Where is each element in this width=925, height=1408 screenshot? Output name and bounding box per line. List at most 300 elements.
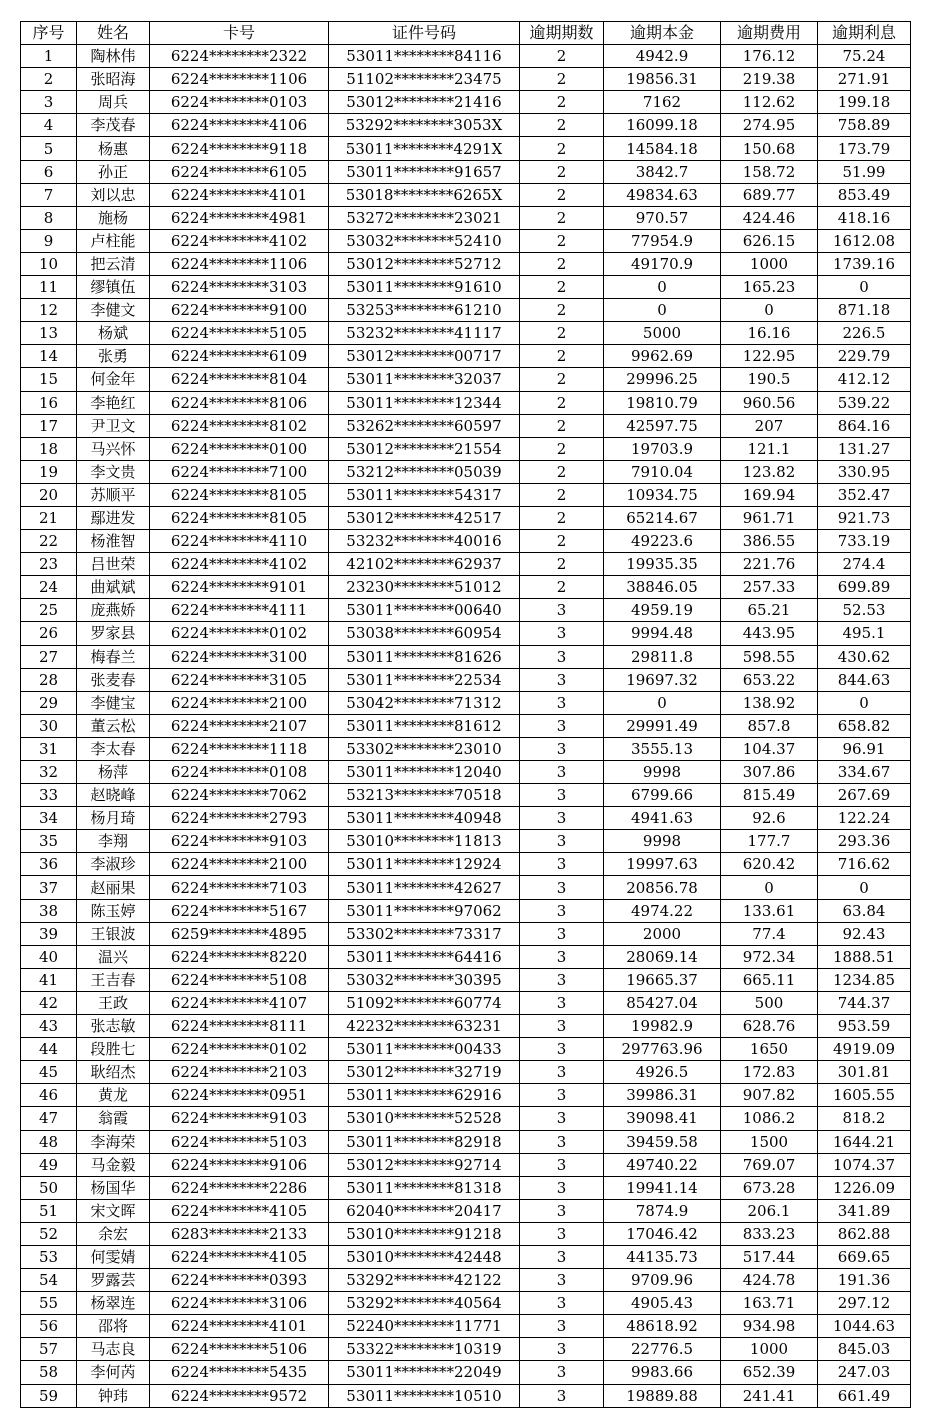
cell-id-number: 53262********60597 (329, 414, 520, 437)
cell-overdue-principal: 19941.14 (604, 1176, 721, 1199)
cell-card-number: 6224********4111 (150, 599, 329, 622)
cell-overdue-interest: 63.84 (818, 899, 911, 922)
cell-id-number: 53011********82918 (329, 1130, 520, 1153)
table-row (21, 691, 911, 714)
cell-index: 48 (21, 1130, 77, 1153)
cell-overdue-periods: 3 (520, 1361, 604, 1384)
table-row (21, 1338, 911, 1361)
cell-overdue-periods: 2 (520, 322, 604, 345)
cell-card-number: 6224********2286 (150, 1176, 329, 1199)
table-row (21, 68, 911, 91)
cell-card-number: 6224********0108 (150, 761, 329, 784)
cell-card-number: 6224********0102 (150, 622, 329, 645)
cell-index: 8 (21, 206, 77, 229)
cell-card-number: 6283********2133 (150, 1222, 329, 1245)
cell-overdue-interest: 539.22 (818, 391, 911, 414)
cell-overdue-fees: 689.77 (721, 183, 818, 206)
header-overdue-principal: 逾期本金 (604, 22, 721, 45)
table-row (21, 1015, 911, 1038)
cell-index: 28 (21, 668, 77, 691)
cell-name: 余宏 (77, 1222, 150, 1245)
cell-name: 王银波 (77, 922, 150, 945)
cell-overdue-principal: 4926.5 (604, 1061, 721, 1084)
header-name: 姓名 (77, 22, 150, 45)
header-index: 序号 (21, 22, 77, 45)
table-row (21, 322, 911, 345)
table-row (21, 737, 911, 760)
cell-card-number: 6224********9572 (150, 1384, 329, 1407)
cell-card-number: 6224********8106 (150, 391, 329, 414)
cell-overdue-interest: 818.2 (818, 1107, 911, 1130)
cell-name: 李太春 (77, 737, 150, 760)
cell-overdue-fees: 77.4 (721, 922, 818, 945)
cell-index: 12 (21, 299, 77, 322)
cell-overdue-fees: 138.92 (721, 691, 818, 714)
cell-id-number: 53292********40564 (329, 1292, 520, 1315)
cell-id-number: 53232********40016 (329, 530, 520, 553)
cell-card-number: 6224********8104 (150, 368, 329, 391)
cell-index: 11 (21, 276, 77, 299)
cell-id-number: 53011********91610 (329, 276, 520, 299)
cell-name: 李翔 (77, 830, 150, 853)
table-row (21, 1292, 911, 1315)
cell-card-number: 6224********5106 (150, 1338, 329, 1361)
cell-index: 38 (21, 899, 77, 922)
cell-overdue-principal: 7910.04 (604, 460, 721, 483)
cell-id-number: 53012********21554 (329, 437, 520, 460)
cell-card-number: 6224********3100 (150, 645, 329, 668)
cell-overdue-interest: 1739.16 (818, 252, 911, 275)
cell-id-number: 53011********64416 (329, 945, 520, 968)
cell-overdue-fees: 628.76 (721, 1015, 818, 1038)
cell-index: 54 (21, 1269, 77, 1292)
table-row (21, 1222, 911, 1245)
cell-card-number: 6224********0100 (150, 437, 329, 460)
cell-id-number: 53012********42517 (329, 506, 520, 529)
cell-card-number: 6224********0103 (150, 91, 329, 114)
cell-overdue-interest: 661.49 (818, 1384, 911, 1407)
cell-index: 58 (21, 1361, 77, 1384)
table-row (21, 460, 911, 483)
cell-index: 49 (21, 1153, 77, 1176)
cell-overdue-principal: 19982.9 (604, 1015, 721, 1038)
cell-card-number: 6224********2793 (150, 807, 329, 830)
cell-name: 杨月琦 (77, 807, 150, 830)
cell-card-number: 6224********5105 (150, 322, 329, 345)
cell-overdue-periods: 2 (520, 45, 604, 68)
table-row (21, 368, 911, 391)
cell-overdue-principal: 49170.9 (604, 252, 721, 275)
cell-overdue-interest: 199.18 (818, 91, 911, 114)
cell-id-number: 42102********62937 (329, 553, 520, 576)
overdue-accounts-table (20, 21, 911, 1408)
cell-overdue-principal: 77954.9 (604, 229, 721, 252)
cell-overdue-interest: 75.24 (818, 45, 911, 68)
cell-overdue-fees: 665.11 (721, 968, 818, 991)
cell-index: 35 (21, 830, 77, 853)
cell-id-number: 53011********00640 (329, 599, 520, 622)
cell-name: 吕世荣 (77, 553, 150, 576)
cell-index: 19 (21, 460, 77, 483)
table-row (21, 160, 911, 183)
cell-overdue-principal: 85427.04 (604, 991, 721, 1014)
cell-overdue-interest: 92.43 (818, 922, 911, 945)
table-row (21, 91, 911, 114)
header-card-number: 卡号 (150, 22, 329, 45)
cell-id-number: 53010********52528 (329, 1107, 520, 1130)
cell-overdue-principal: 39098.41 (604, 1107, 721, 1130)
cell-overdue-fees: 653.22 (721, 668, 818, 691)
table-row (21, 761, 911, 784)
cell-overdue-principal: 4942.9 (604, 45, 721, 68)
cell-overdue-periods: 3 (520, 599, 604, 622)
cell-overdue-fees: 626.15 (721, 229, 818, 252)
cell-overdue-periods: 2 (520, 137, 604, 160)
cell-id-number: 53253********61210 (329, 299, 520, 322)
cell-card-number: 6224********4102 (150, 229, 329, 252)
cell-overdue-periods: 3 (520, 1153, 604, 1176)
cell-index: 13 (21, 322, 77, 345)
cell-overdue-principal: 29996.25 (604, 368, 721, 391)
cell-index: 14 (21, 345, 77, 368)
cell-id-number: 53012********21416 (329, 91, 520, 114)
cell-overdue-periods: 2 (520, 160, 604, 183)
cell-card-number: 6224********1118 (150, 737, 329, 760)
cell-name: 何金年 (77, 368, 150, 391)
table-row (21, 114, 911, 137)
cell-card-number: 6224********8102 (150, 414, 329, 437)
cell-overdue-periods: 3 (520, 1130, 604, 1153)
header-overdue-fees: 逾期费用 (721, 22, 818, 45)
cell-name: 邵将 (77, 1315, 150, 1338)
cell-id-number: 53042********71312 (329, 691, 520, 714)
cell-id-number: 53011********42627 (329, 876, 520, 899)
cell-id-number: 53011********22534 (329, 668, 520, 691)
cell-index: 36 (21, 853, 77, 876)
cell-name: 何雯婧 (77, 1245, 150, 1268)
cell-overdue-fees: 169.94 (721, 483, 818, 506)
cell-overdue-interest: 52.53 (818, 599, 911, 622)
cell-overdue-fees: 172.83 (721, 1061, 818, 1084)
cell-name: 周兵 (77, 91, 150, 114)
cell-name: 耿绍杰 (77, 1061, 150, 1084)
cell-index: 32 (21, 761, 77, 784)
cell-index: 6 (21, 160, 77, 183)
table-row (21, 876, 911, 899)
cell-name: 鄢进发 (77, 506, 150, 529)
cell-overdue-interest: 293.36 (818, 830, 911, 853)
cell-card-number: 6224********5103 (150, 1130, 329, 1153)
cell-card-number: 6224********6109 (150, 345, 329, 368)
cell-overdue-periods: 3 (520, 1061, 604, 1084)
cell-id-number: 53011********91657 (329, 160, 520, 183)
cell-overdue-interest: 122.24 (818, 807, 911, 830)
cell-overdue-periods: 3 (520, 922, 604, 945)
cell-card-number: 6224********7103 (150, 876, 329, 899)
table-row (21, 1176, 911, 1199)
cell-card-number: 6224********0951 (150, 1084, 329, 1107)
table-row (21, 414, 911, 437)
cell-overdue-principal: 42597.75 (604, 414, 721, 437)
cell-overdue-interest: 1234.85 (818, 968, 911, 991)
cell-card-number: 6259********4895 (150, 922, 329, 945)
cell-name: 罗家县 (77, 622, 150, 645)
cell-card-number: 6224********2322 (150, 45, 329, 68)
cell-overdue-fees: 274.95 (721, 114, 818, 137)
cell-overdue-principal: 7874.9 (604, 1199, 721, 1222)
cell-overdue-principal: 9998 (604, 830, 721, 853)
cell-overdue-principal: 49740.22 (604, 1153, 721, 1176)
cell-card-number: 6224********6105 (150, 160, 329, 183)
cell-overdue-interest: 341.89 (818, 1199, 911, 1222)
table-row (21, 1153, 911, 1176)
cell-overdue-interest: 716.62 (818, 853, 911, 876)
cell-overdue-periods: 3 (520, 1107, 604, 1130)
cell-index: 46 (21, 1084, 77, 1107)
cell-name: 宋文晖 (77, 1199, 150, 1222)
cell-index: 43 (21, 1015, 77, 1038)
cell-card-number: 6224********1106 (150, 252, 329, 275)
cell-overdue-interest: 352.47 (818, 483, 911, 506)
cell-overdue-fees: 207 (721, 414, 818, 437)
header-overdue-periods: 逾期期数 (520, 22, 604, 45)
cell-overdue-interest: 51.99 (818, 160, 911, 183)
cell-id-number: 53011********84116 (329, 45, 520, 68)
cell-index: 44 (21, 1038, 77, 1061)
cell-overdue-principal: 19703.9 (604, 437, 721, 460)
cell-overdue-fees: 424.46 (721, 206, 818, 229)
cell-card-number: 6224********4110 (150, 530, 329, 553)
cell-overdue-interest: 669.65 (818, 1245, 911, 1268)
cell-overdue-principal: 14584.18 (604, 137, 721, 160)
cell-overdue-interest: 1644.21 (818, 1130, 911, 1153)
cell-overdue-interest: 495.1 (818, 622, 911, 645)
cell-overdue-periods: 3 (520, 622, 604, 645)
cell-overdue-principal: 19935.35 (604, 553, 721, 576)
cell-name: 钟玮 (77, 1384, 150, 1407)
cell-id-number: 53011********54317 (329, 483, 520, 506)
cell-overdue-periods: 2 (520, 299, 604, 322)
cell-overdue-principal: 38846.05 (604, 576, 721, 599)
cell-overdue-fees: 92.6 (721, 807, 818, 830)
cell-id-number: 53292********42122 (329, 1269, 520, 1292)
cell-overdue-fees: 1000 (721, 252, 818, 275)
cell-card-number: 6224********3106 (150, 1292, 329, 1315)
cell-overdue-principal: 17046.42 (604, 1222, 721, 1245)
cell-overdue-principal: 6799.66 (604, 784, 721, 807)
table-row (21, 1084, 911, 1107)
cell-overdue-interest: 96.91 (818, 737, 911, 760)
cell-overdue-interest: 274.4 (818, 553, 911, 576)
table-row (21, 299, 911, 322)
table-row (21, 137, 911, 160)
cell-overdue-periods: 2 (520, 368, 604, 391)
cell-overdue-fees: 104.37 (721, 737, 818, 760)
cell-id-number: 53011********12040 (329, 761, 520, 784)
cell-id-number: 53018********6265X (329, 183, 520, 206)
cell-overdue-fees: 769.07 (721, 1153, 818, 1176)
cell-index: 26 (21, 622, 77, 645)
cell-name: 王吉春 (77, 968, 150, 991)
cell-index: 23 (21, 553, 77, 576)
cell-overdue-fees: 16.16 (721, 322, 818, 345)
cell-index: 52 (21, 1222, 77, 1245)
cell-overdue-fees: 961.71 (721, 506, 818, 529)
cell-name: 李茂春 (77, 114, 150, 137)
table-row (21, 1130, 911, 1153)
cell-overdue-fees: 960.56 (721, 391, 818, 414)
cell-overdue-principal: 970.57 (604, 206, 721, 229)
cell-name: 李文贵 (77, 460, 150, 483)
table-row (21, 437, 911, 460)
cell-overdue-periods: 2 (520, 345, 604, 368)
cell-name: 杨翠连 (77, 1292, 150, 1315)
cell-index: 41 (21, 968, 77, 991)
cell-id-number: 53302********23010 (329, 737, 520, 760)
table-row (21, 899, 911, 922)
cell-card-number: 6224********4101 (150, 1315, 329, 1338)
cell-overdue-periods: 2 (520, 91, 604, 114)
cell-overdue-fees: 123.82 (721, 460, 818, 483)
cell-index: 17 (21, 414, 77, 437)
cell-overdue-interest: 301.81 (818, 1061, 911, 1084)
cell-index: 5 (21, 137, 77, 160)
cell-card-number: 6224********9103 (150, 1107, 329, 1130)
table-body (21, 45, 911, 1408)
cell-index: 9 (21, 229, 77, 252)
table-row (21, 991, 911, 1014)
cell-overdue-periods: 2 (520, 183, 604, 206)
cell-overdue-interest: 1888.51 (818, 945, 911, 968)
cell-overdue-periods: 3 (520, 830, 604, 853)
cell-overdue-principal: 65214.67 (604, 506, 721, 529)
cell-id-number: 53012********32719 (329, 1061, 520, 1084)
cell-overdue-interest: 0 (818, 276, 911, 299)
table-row (21, 252, 911, 275)
cell-overdue-periods: 2 (520, 437, 604, 460)
cell-overdue-periods: 3 (520, 876, 604, 899)
cell-overdue-interest: 699.89 (818, 576, 911, 599)
table-row (21, 807, 911, 830)
cell-name: 黄龙 (77, 1084, 150, 1107)
cell-overdue-periods: 3 (520, 784, 604, 807)
cell-overdue-fees: 1650 (721, 1038, 818, 1061)
cell-overdue-principal: 297763.96 (604, 1038, 721, 1061)
cell-overdue-periods: 3 (520, 1315, 604, 1338)
cell-card-number: 6224********2100 (150, 853, 329, 876)
cell-overdue-principal: 19665.37 (604, 968, 721, 991)
table-row (21, 206, 911, 229)
cell-index: 39 (21, 922, 77, 945)
table-row (21, 1107, 911, 1130)
cell-overdue-periods: 3 (520, 1338, 604, 1361)
cell-overdue-periods: 2 (520, 506, 604, 529)
cell-overdue-principal: 39459.58 (604, 1130, 721, 1153)
cell-overdue-interest: 267.69 (818, 784, 911, 807)
cell-overdue-fees: 424.78 (721, 1269, 818, 1292)
cell-card-number: 6224********9101 (150, 576, 329, 599)
cell-index: 59 (21, 1384, 77, 1407)
cell-overdue-principal: 4974.22 (604, 899, 721, 922)
cell-overdue-fees: 219.38 (721, 68, 818, 91)
cell-overdue-principal: 7162 (604, 91, 721, 114)
header-id-number: 证件号码 (329, 22, 520, 45)
cell-overdue-periods: 3 (520, 991, 604, 1014)
cell-overdue-interest: 744.37 (818, 991, 911, 1014)
table-row (21, 945, 911, 968)
cell-name: 杨萍 (77, 761, 150, 784)
cell-overdue-fees: 241.41 (721, 1384, 818, 1407)
cell-overdue-fees: 386.55 (721, 530, 818, 553)
cell-id-number: 53012********52712 (329, 252, 520, 275)
cell-index: 18 (21, 437, 77, 460)
cell-name: 施杨 (77, 206, 150, 229)
cell-overdue-periods: 2 (520, 206, 604, 229)
table-row (21, 229, 911, 252)
cell-name: 张勇 (77, 345, 150, 368)
cell-overdue-fees: 65.21 (721, 599, 818, 622)
cell-name: 杨斌 (77, 322, 150, 345)
cell-index: 7 (21, 183, 77, 206)
cell-id-number: 53032********30395 (329, 968, 520, 991)
cell-overdue-interest: 334.67 (818, 761, 911, 784)
cell-id-number: 53322********10319 (329, 1338, 520, 1361)
cell-id-number: 53032********52410 (329, 229, 520, 252)
cell-overdue-periods: 3 (520, 1015, 604, 1038)
cell-overdue-fees: 1500 (721, 1130, 818, 1153)
cell-overdue-periods: 3 (520, 645, 604, 668)
cell-name: 李何芮 (77, 1361, 150, 1384)
cell-overdue-periods: 2 (520, 391, 604, 414)
cell-overdue-principal: 9994.48 (604, 622, 721, 645)
cell-card-number: 6224********5435 (150, 1361, 329, 1384)
cell-index: 25 (21, 599, 77, 622)
cell-overdue-principal: 28069.14 (604, 945, 721, 968)
header-overdue-interest: 逾期利息 (818, 22, 911, 45)
cell-index: 4 (21, 114, 77, 137)
cell-id-number: 53011********81626 (329, 645, 520, 668)
cell-overdue-interest: 864.16 (818, 414, 911, 437)
cell-overdue-periods: 3 (520, 945, 604, 968)
cell-index: 30 (21, 714, 77, 737)
cell-overdue-periods: 3 (520, 1269, 604, 1292)
cell-overdue-principal: 20856.78 (604, 876, 721, 899)
cell-card-number: 6224********5167 (150, 899, 329, 922)
cell-index: 29 (21, 691, 77, 714)
cell-card-number: 6224********5108 (150, 968, 329, 991)
cell-overdue-interest: 0 (818, 876, 911, 899)
cell-id-number: 53038********60954 (329, 622, 520, 645)
cell-overdue-fees: 163.71 (721, 1292, 818, 1315)
cell-overdue-fees: 500 (721, 991, 818, 1014)
cell-index: 31 (21, 737, 77, 760)
cell-id-number: 53010********91218 (329, 1222, 520, 1245)
table-row (21, 45, 911, 68)
cell-overdue-periods: 3 (520, 807, 604, 830)
cell-card-number: 6224********3105 (150, 668, 329, 691)
cell-overdue-interest: 430.62 (818, 645, 911, 668)
cell-overdue-periods: 3 (520, 1199, 604, 1222)
cell-overdue-periods: 3 (520, 899, 604, 922)
cell-overdue-interest: 921.73 (818, 506, 911, 529)
table-row (21, 1384, 911, 1407)
cell-index: 1 (21, 45, 77, 68)
cell-overdue-fees: 133.61 (721, 899, 818, 922)
cell-overdue-periods: 3 (520, 737, 604, 760)
cell-name: 赵丽果 (77, 876, 150, 899)
cell-id-number: 23230********51012 (329, 576, 520, 599)
cell-overdue-principal: 44135.73 (604, 1245, 721, 1268)
